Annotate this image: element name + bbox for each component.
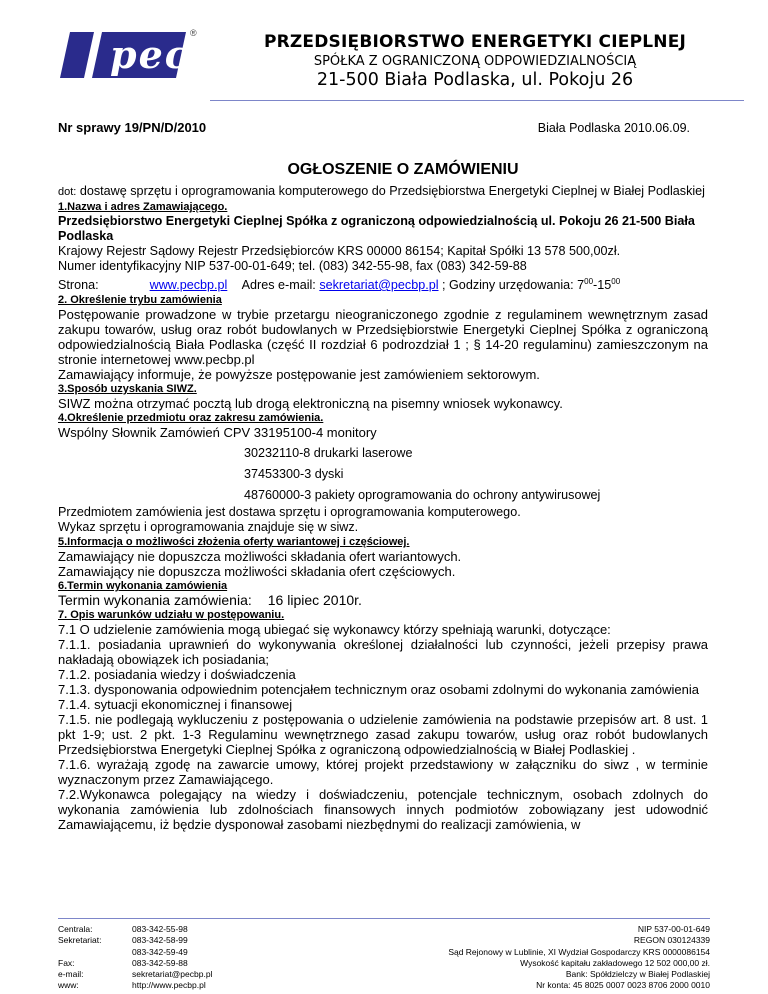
condition-item: 7.1.2. posiadania wiedzy i doświadczenia [58,667,296,683]
cpv-code: 30232110-8 drukarki laserowe [244,446,413,461]
footer-company-info: NIP 537-00-01-649 REGON 030124339 Sąd Rejonowy w Lublinie, XI Wydział Gospodarczy KRS 0000086154 Wysokość kapitału zakładowego 12 502 000,00 zł. Bank: Spółdzielczy w Białej Podlaskiej Nr konta: 45 8025 0007 0023 8706 2000 0010 [448,924,710,991]
section-2-text: Postępowanie prowadzone w trybie przetargu nieograniczonego zgodnie z regulaminem wewnętrznym zasad zakupu towarów, usług oraz robót budowlanych w Przedsiębiorstwie Energetyki Cieplnej Spółka z ograniczoną odpowiedzialnością Biała Podlaska (część II rozdział 6 podrozdział 1 ; § 14-20 regulaminu) zamieszczonym na stronie internetowej www.pecbp.pl [58,307,708,368]
section-2-note: Zamawiający informuje, że powyższe postępowanie jest zamówieniem sektorowym. [58,367,540,383]
condition-item: 7.1.5. nie podlegają wykluczeniu z postępowania o udzielenie zamówienia na podstawie przepisów art. 8 ust. 1 pkt 1-9; ust. 2 pkt. 1-3 Regulaminu wewnętrznego zasad zakupu towarów, usług oraz robót budowlanych Przedsiębiorstwa Energetyki Cieplnej Spółka z ograniczoną odpowiedzialnością w Białej Podlaskiej . [58,712,708,758]
deadline-line: Termin wykonania zamówienia: 16 lipiec 2010r. [58,592,362,609]
svg-text:pec [110,32,190,77]
document-body [58,162,708,832]
section-2-heading: 2. Określenie trybu zamówienia [58,294,222,307]
svg-text:®: ® [190,28,197,38]
company-name: PRZEDSIĘBIORSTWO ENERGETYKI CIEPLNEJ [263,32,687,52]
condition-item: 7.1.1. posiadania uprawnień do wykonywania określonej działalności lub czynności, jeżeli przepisy prawa nakładają obowiązek ich posiadania; [58,637,708,668]
section-1-heading: 1.Nazwa i adres Zamawiającego. [58,201,228,213]
footer-divider [58,918,710,919]
section-4-text: Przedmiotem zamówienia jest dostawa sprzętu i oprogramowania komputerowego. [58,505,521,520]
intro: dot: dostawę sprzętu i oprogramowania komputerowego do Przedsiębiorstwa Energetyki Cieplnej w Białej Podlaskiej [58,184,705,198]
section-5-text: Zamawiający nie dopuszcza możliwości składania ofert częściowych. [58,564,456,580]
section-3-heading: 3.Sposób uzyskania SIWZ. [58,383,197,396]
section-5-text: Zamawiający nie dopuszcza możliwości składania ofert wariantowych. [58,549,462,565]
case-number: Nr sprawy 19/PN/D/2010 [58,120,207,135]
section-4-text: Wykaz sprzętu i oprogramowania znajduje się w siwz. [58,520,359,535]
cpv-code: 37453300-3 dyski [244,467,344,482]
footer-values: 083-342-55-98 083-342-58-99 083-342-59-49 083-342-59-88 sekretariat@pecbp.pl http://www.pecbp.pl [132,924,213,991]
krs-line: Krajowy Rejestr Sądowy Rejestr Przedsiębiorców KRS 00000 86154; Kapitał Spółki 13 578 500,00zł. [58,244,621,258]
condition-item: 7.1.4. sytuacji ekonomicznej i finansowej [58,697,293,713]
footer-email: sekretariat@pecbp.pl [132,969,213,980]
document-date: Biała Podlaska 2010.06.09. [537,121,690,135]
condition-item: 7.1.6. wyrażają zgodę na zawarcie umowy, której projekt przedstawiony w załączniku do siwz , w terminie wyznaczonym przez Zamawiającego. [58,757,708,788]
condition-item: 7.1.3. dysponowania odpowiednim potencjałem technicznym oraz osobami zdolnymi do wykonania zamówienia [58,682,699,698]
footer-labels: Centrala: Sekretariat: Fax: e-mail: www: [58,924,102,991]
website-link[interactable]: www.pecbp.pl [149,278,228,293]
section-7-heading: 7. Opis warunków udziału w postępowaniu. [58,609,285,622]
company-subtitle: SPÓŁKA Z OGRANICZONĄ ODPOWIEDZIALNOŚCIĄ [313,54,637,69]
header-divider [210,100,744,101]
cpv-code: 48760000-3 pakiety oprogramowania do ochrony antywirusowej [244,488,601,503]
logo-text: pec [110,32,190,77]
section-5-heading: 5.Informacja o możliwości złożenia oferty wariantowej i częściowej. [58,536,410,549]
contact-line: Strona: www.pecbp.pl Adres e-mail: sekretariat@pecbp.pl ; Godziny urzędowania: $7^{00}-15^{00}$ [58,277,621,293]
contracting-authority-name: Przedsiębiorstwo Energetyki Cieplnej Spółka z ograniczoną odpowiedzialnością ul. Pokoju 26 21-500 Biała Podlaska [58,214,695,243]
footer-www: http://www.pecbp.pl [132,980,206,991]
cpv-intro: Wspólny Słownik Zamówień CPV 33195100-4 monitory [58,425,377,441]
condition-item: 7.1 O udzielenie zamówienia mogą ubiegać się wykonawcy którzy spełniają warunki, dotyczące: [58,622,611,638]
nip-line: Numer identyfikacyjny NIP 537-00-01-649; tel. (083) 342-55-98, fax (083) 342-59-88 [58,259,527,273]
section-4-heading: 4.Określenie przedmiotu oraz zakresu zamówienia. [58,412,324,425]
section-3-text: SIWZ można otrzymać pocztą lub drogą elektroniczną na pisemny wniosek wykonawcy. [58,396,563,412]
section-6-heading: 6.Termin wykonania zamówienia [58,580,228,593]
email-link[interactable]: sekretariat@pecbp.pl [319,278,439,293]
page-title: OGŁOSZENIE O ZAMÓWIENIU [287,161,519,178]
deadline-value: 16 lipiec 2010r. [267,592,362,609]
condition-item: 7.2.Wykonawca polegający na wiedzy i doświadczeniu, potencjale technicznym, osobach zdolnych do wykonania zamówienia lub zdolnościach finansowych innych podmiotów zobowiązany jest udowodnić Zamawiającemu, iż będzie dysponował zasobami niezbędnymi do realizacji zamówienia, w [58,787,708,833]
company-logo [54,24,202,86]
company-address: 21-500 Biała Podlaska, ul. Pokoju 26 [316,70,634,90]
